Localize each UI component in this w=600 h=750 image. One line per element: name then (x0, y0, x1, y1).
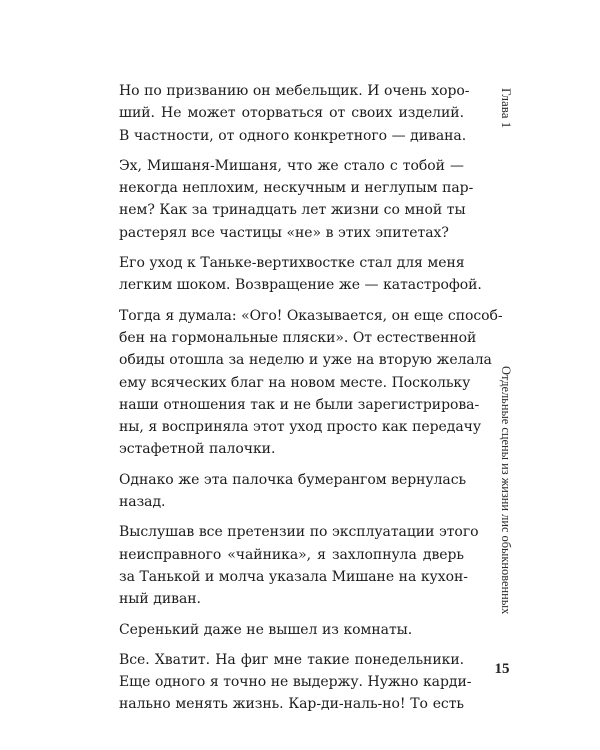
paragraph-5 (119, 469, 467, 514)
text-line: ный диван. (119, 591, 201, 608)
text-line: В частности, от одного конкретного — дивана. (119, 127, 467, 144)
text-line: назад. (119, 494, 166, 511)
text-line: нально менять жизнь. Кар-ди-наль-но! То есть (119, 696, 464, 713)
text-line: Тогда я думала: «Ого! Оказывается, он еще способ- (119, 307, 503, 324)
text-line: бен на гормональные пляски». От естественной (119, 329, 477, 346)
text-line: Но по призванию он мебельщик. И очень хоро- (119, 83, 470, 99)
paragraph-8 (119, 649, 472, 716)
text-line: за Танькой и молча указала Мишане на кухон- (119, 568, 468, 585)
text-line: обиды отошла за неделю и уже на вторую желала (119, 352, 492, 369)
text-line: некогда неплохим, нескучным и неглупым пар- (119, 180, 474, 197)
text-line: ший. Не может оторваться от своих изделий. (119, 105, 464, 122)
text-line: Все. Хватит. На фиг мне такие понедельники. (119, 651, 464, 668)
text-line: растерял все частицы «не» в этих эпитетах? (119, 224, 449, 241)
text-line: Еще одного я точно не выдержу. Нужно карди- (119, 674, 472, 691)
text-line: Однако же эта палочка бумерангом вернулась (119, 471, 467, 488)
text-line: ны, я восприняла этот уход просто как передачу (119, 419, 482, 436)
paragraph-1 (119, 80, 470, 147)
paragraph-7 (119, 619, 464, 641)
text-line: Выслушав все претензии по эксплуатации этого (119, 524, 479, 541)
text-line: Его уход к Таньке-вертихвостке стал для меня (119, 255, 465, 272)
text-line: неисправного «чайника», я захлопнула дверь (119, 546, 464, 563)
text-line: Эх, Мишаня-Мишаня, что же стало с тобой — (119, 157, 464, 174)
page-number: 15 (494, 661, 510, 677)
paragraph-2 (119, 155, 474, 244)
text-line: Серенький даже не вышел из комнаты. (119, 621, 413, 638)
text-line: наши отношения так и не были зарегистрирова- (119, 396, 480, 413)
paragraph-3 (119, 252, 482, 297)
running-head-title: Отдельные сцены из жизни лис обыкновенных (499, 366, 513, 615)
text-line: эстафетной палочки. (119, 441, 276, 458)
text-line: легким шоком. Возвращение же — катастрофой. (119, 277, 482, 294)
running-head (496, 88, 520, 648)
text-line: ему всяческих благ на новом месте. Поскольку (119, 374, 471, 391)
text-line: нем? Как за тринадцать лет жизни со мной ты (119, 202, 466, 219)
running-head-chapter: Глава 1 (499, 88, 514, 129)
paragraph-6 (119, 521, 479, 610)
paragraph-4 (119, 305, 503, 461)
